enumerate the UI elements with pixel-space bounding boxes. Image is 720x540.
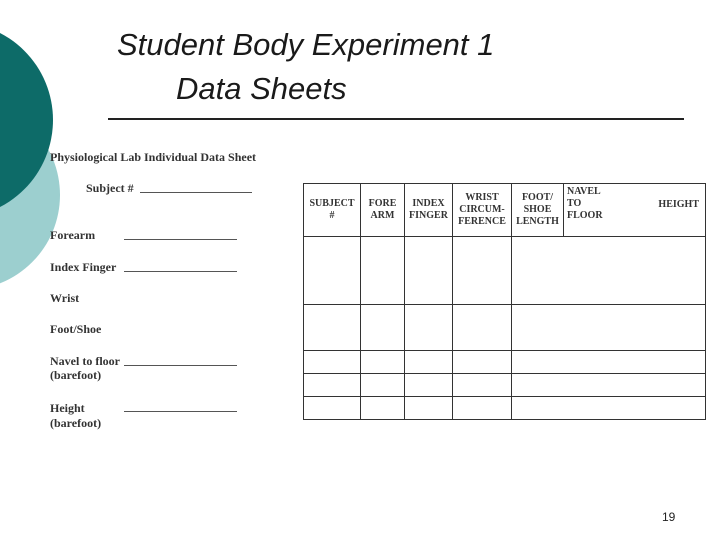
table-header-row [304,184,706,237]
data-table [303,183,706,420]
field-line-forearm [124,239,237,240]
table-row [304,237,706,305]
col-header-navel: NAVEL TO FLOOR [567,186,603,221]
title-underline [108,118,684,120]
field-label-subject: Subject # [86,181,134,195]
field-line-subject [140,192,252,193]
field-line-height [124,411,237,412]
field-label-height: Height [50,401,85,415]
col-header-height: HEIGHT [658,199,699,210]
table-row [304,305,706,351]
field-label-foot-shoe: Foot/Shoe [50,322,102,336]
field-sublabel-navel: (barefoot) [50,368,102,382]
field-label-index-finger: Index Finger [50,260,117,274]
form-heading: Physiological Lab Individual Data Sheet [50,150,257,164]
col-header-index-finger: INDEX FINGER [405,184,453,237]
field-label-navel: Navel to floor [50,354,120,368]
col-header-navel-height [564,184,706,237]
col-header-subject: SUBJECT # [304,184,361,237]
field-label-wrist: Wrist [50,291,80,305]
table-row [304,397,706,420]
slide-title-line1: Student Body Experiment 1 [117,27,495,62]
table-row [304,374,706,397]
col-header-wrist: WRIST CIRCUM- FERENCE [453,184,512,237]
table-row [304,351,706,374]
page-number: 19 [662,510,676,524]
field-line-navel [124,365,237,366]
slide-title-line2: Data Sheets [176,71,347,106]
col-header-foot-shoe: FOOT/ SHOE LENGTH [512,184,564,237]
field-label-forearm: Forearm [50,228,96,242]
field-line-index-finger [124,271,237,272]
col-header-forearm: FORE ARM [361,184,405,237]
field-sublabel-height: (barefoot) [50,416,102,430]
